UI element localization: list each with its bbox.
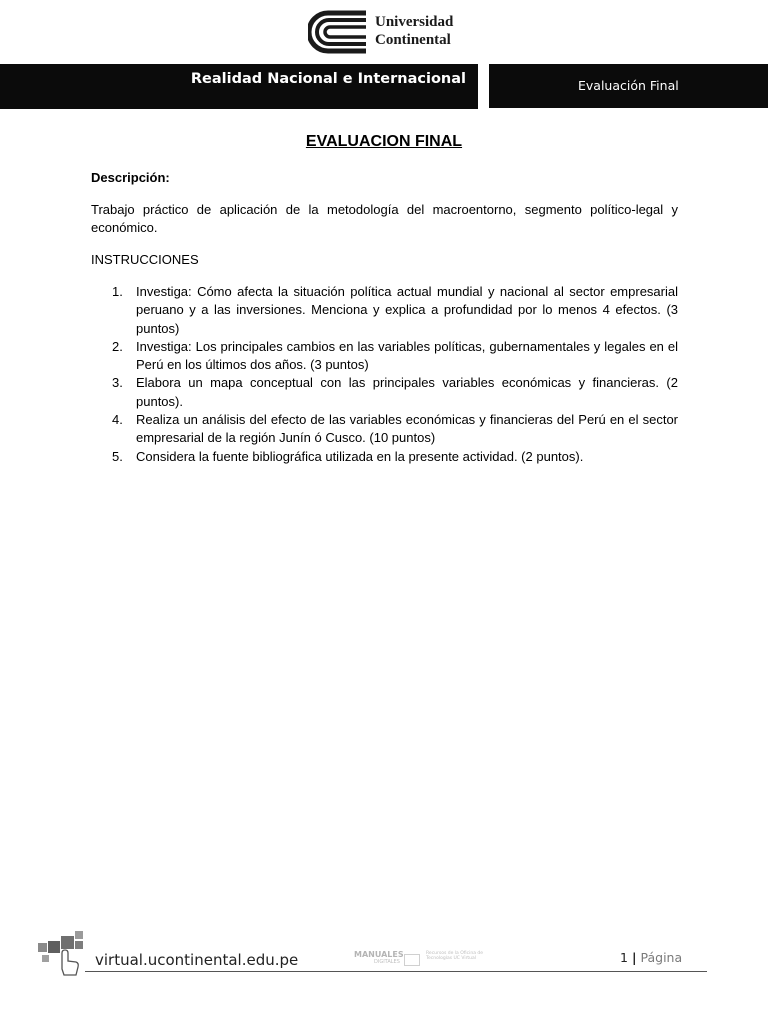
- university-name: [375, 13, 453, 49]
- virtual-campus-icon: [38, 931, 90, 982]
- instruction-number: 5.: [112, 448, 123, 464]
- book-icon: [404, 954, 420, 966]
- instructions-heading: INSTRUCCIONES: [91, 252, 199, 267]
- instructions-list: [91, 283, 678, 466]
- instruction-item: [91, 411, 678, 448]
- instruction-item: [91, 448, 678, 466]
- university-name-line2: Continental: [375, 32, 451, 48]
- instruction-item: [91, 374, 678, 411]
- course-header-bar: [0, 64, 478, 109]
- document-title: EVALUACION FINAL: [305, 133, 463, 150]
- footer-url[interactable]: virtual.ucontinental.edu.pe: [95, 951, 299, 969]
- manuales-title: MANUALES: [354, 950, 404, 959]
- section-title: Evaluación Final: [578, 78, 679, 93]
- page-number: [620, 950, 682, 965]
- manuales-digitales-logo: [354, 950, 484, 972]
- instruction-text: Investiga: Los principales cambios en las variables políticas, gubernamentales y legales en el Perú en los últimos dos años. (3 puntos): [136, 338, 678, 373]
- instruction-text: Elabora un mapa conceptual con las principales variables económicas y financieras. (2 puntos).: [136, 375, 678, 409]
- description-label: Descripción:: [91, 170, 170, 185]
- description-text: Trabajo práctico de aplicación de la metodología del macroentorno, segmento político-legal y económico.: [91, 202, 678, 235]
- course-title: Realidad Nacional e Internacional: [190, 71, 466, 87]
- manuales-note: Recursos de la Oficina de Tecnologías UC Virtual: [426, 951, 484, 961]
- page-number-value: 1: [620, 950, 628, 965]
- instruction-text: Realiza un análisis del efecto de las variables económicas y financieras del Perú en el sector empresarial de la región Junín ó Cusco. (10 puntos): [136, 412, 678, 446]
- page-word: Página: [640, 950, 683, 965]
- instruction-number: 1.: [112, 284, 123, 299]
- instruction-number: 4.: [112, 412, 123, 428]
- instruction-number: 2.: [112, 338, 123, 354]
- instruction-item: [91, 283, 678, 338]
- instruction-number: 3.: [112, 375, 123, 391]
- university-name-line1: Universidad: [375, 14, 454, 30]
- university-logo-icon: [308, 9, 368, 55]
- section-header-bar: [489, 64, 768, 108]
- university-logo: [308, 9, 468, 55]
- instruction-item: [91, 338, 678, 375]
- instruction-text: Considera la fuente bibliográfica utilizada en la presente actividad. (2 puntos).: [136, 448, 584, 464]
- manuales-subtitle: DIGITALES: [374, 959, 400, 965]
- instruction-text: Investiga: Cómo afecta la situación política actual mundial y nacional al sector empresarial peruano y a las inversiones. Menciona y explica a profundidad por lo menos 4 efectos. (3 puntos): [136, 284, 678, 336]
- page-separator: |: [631, 950, 637, 965]
